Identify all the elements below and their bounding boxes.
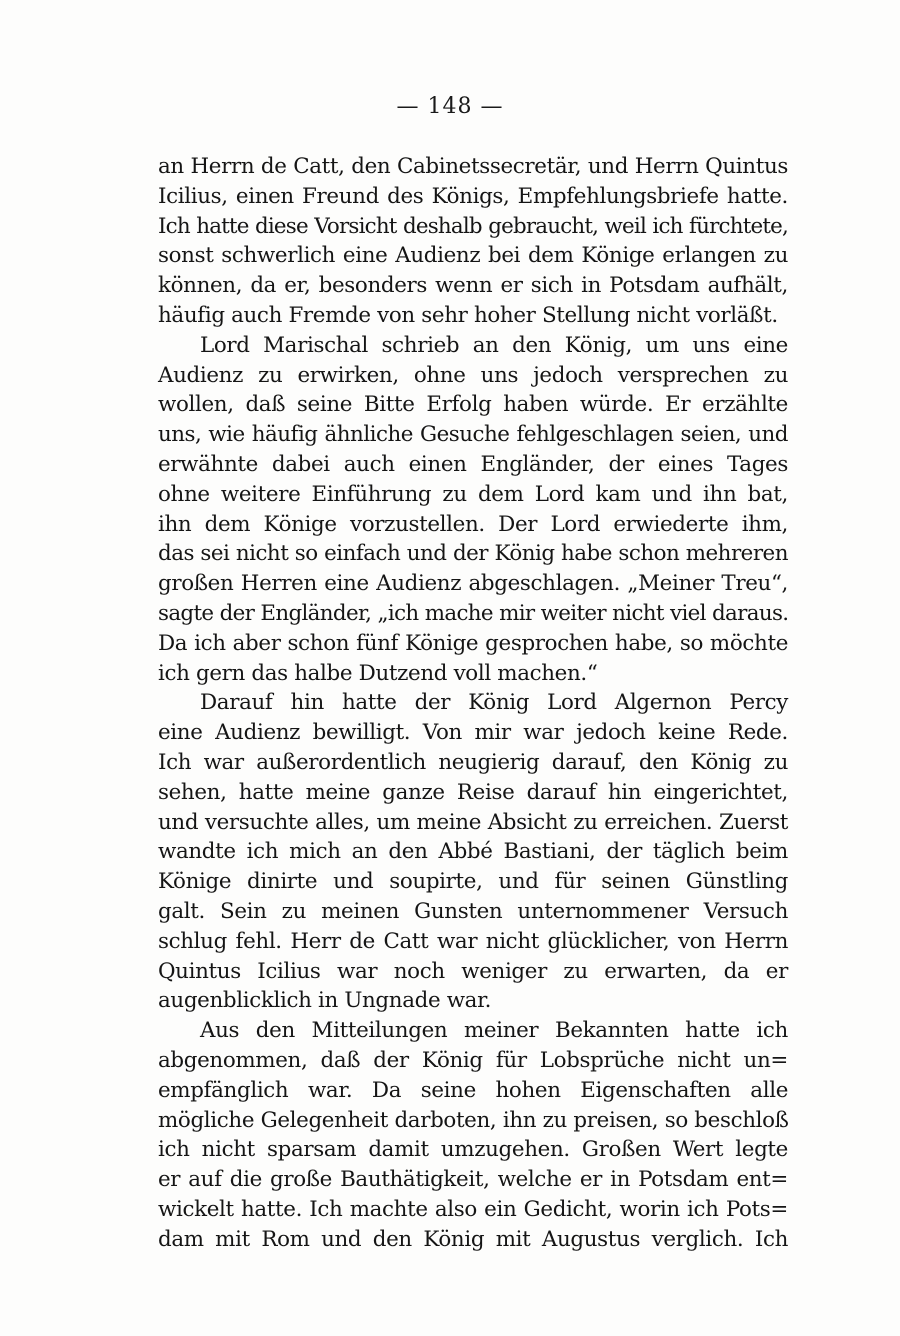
text-line: Da ich aber schon fünf Könige gesprochen habe, so möchte (158, 630, 788, 656)
text-line: Audienz zu erwirken, ohne uns jedoch versprechen zu (158, 362, 788, 388)
text-line: galt. Sein zu meinen Gunsten unternommener Versuch (158, 898, 788, 924)
text-line: großen Herren eine Audienz abgeschlagen. „Meiner Treu“, (158, 571, 788, 597)
text-line: er auf die große Bauthätigkeit, welche er in Potsdam ent= (158, 1167, 788, 1193)
text-line: Darauf hin hatte der König Lord Algernon Percy (200, 690, 788, 716)
text-line: eine Audienz bewilligt. Von mir war jedoch keine Rede. (158, 720, 788, 746)
text-line: ich nicht sparsam damit umzugehen. Großen Wert legte (158, 1137, 788, 1163)
text-line: augenblicklich in Ungnade war. (158, 988, 492, 1014)
body-text (158, 152, 788, 1254)
text-line: uns, wie häufig ähnliche Gesuche fehlgeschlagen seien, und (158, 422, 788, 448)
text-line: empfänglich war. Da seine hohen Eigenschaften alle (158, 1077, 788, 1103)
text-line: mögliche Gelegenheit darboten, ihn zu preisen, so beschloß (158, 1107, 789, 1133)
text-line: wollen, daß seine Bitte Erfolg haben würde. Er erzählte (158, 392, 788, 418)
text-line: schlug fehl. Herr de Catt war nicht glücklicher, von Herrn (158, 928, 788, 954)
text-line: dam mit Rom und den König mit Augustus verglich. Ich (158, 1226, 788, 1252)
text-line: wickelt hatte. Ich machte also ein Gedicht, worin ich Pots= (158, 1196, 788, 1222)
text-line: wandte ich mich an den Abbé Bastiani, der täglich beim (158, 839, 788, 865)
text-line: häufig auch Fremde von sehr hoher Stellung nicht vorläßt. (158, 302, 778, 328)
text-line: Quintus Icilius war noch weniger zu erwarten, da er (158, 958, 788, 984)
text-line: das sei nicht so einfach und der König habe schon mehreren (158, 541, 788, 567)
text-line: an Herrn de Catt, den Cabinetssecretär, und Herrn Quintus (158, 154, 788, 179)
text-line: Könige dinirte und soupirte, und für seinen Günstling (158, 869, 788, 895)
text-line: und versuchte alles, um meine Absicht zu erreichen. Zuerst (158, 809, 788, 835)
text-line: sonst schwerlich eine Audienz bei dem Könige erlangen zu (158, 243, 788, 269)
text-line: erwähnte dabei auch einen Engländer, der eines Tages (158, 451, 788, 477)
text-line: Icilius, einen Freund des Königs, Empfehlungsbriefe hatte. (158, 183, 788, 209)
page-number: — 148 — (396, 94, 504, 119)
text-line: Aus den Mitteilungen meiner Bekannten hatte ich (200, 1018, 788, 1044)
text-line: ich gern das halbe Dutzend voll machen.“ (158, 660, 598, 686)
text-line: abgenommen, daß der König für Lobsprüche nicht un= (158, 1047, 788, 1073)
text-line: ohne weitere Einführung zu dem Lord kam und ihn bat, (158, 481, 788, 507)
text-line: Lord Marischal schrieb an den König, um uns eine (200, 332, 788, 358)
text-line: sagte der Engländer, „ich mache mir weiter nicht viel daraus. (158, 600, 789, 626)
text-line: sehen, hatte meine ganze Reise darauf hin eingerichtet, (158, 779, 788, 805)
text-line: Ich hatte diese Vorsicht deshalb gebraucht, weil ich fürchtete, (158, 213, 788, 239)
text-line: können, da er, besonders wenn er sich in Potsdam aufhält, (158, 273, 788, 299)
text-line: ihn dem Könige vorzustellen. Der Lord erwiederte ihm, (158, 511, 788, 537)
text-line: Ich war außerordentlich neugierig darauf, den König zu (158, 749, 788, 775)
